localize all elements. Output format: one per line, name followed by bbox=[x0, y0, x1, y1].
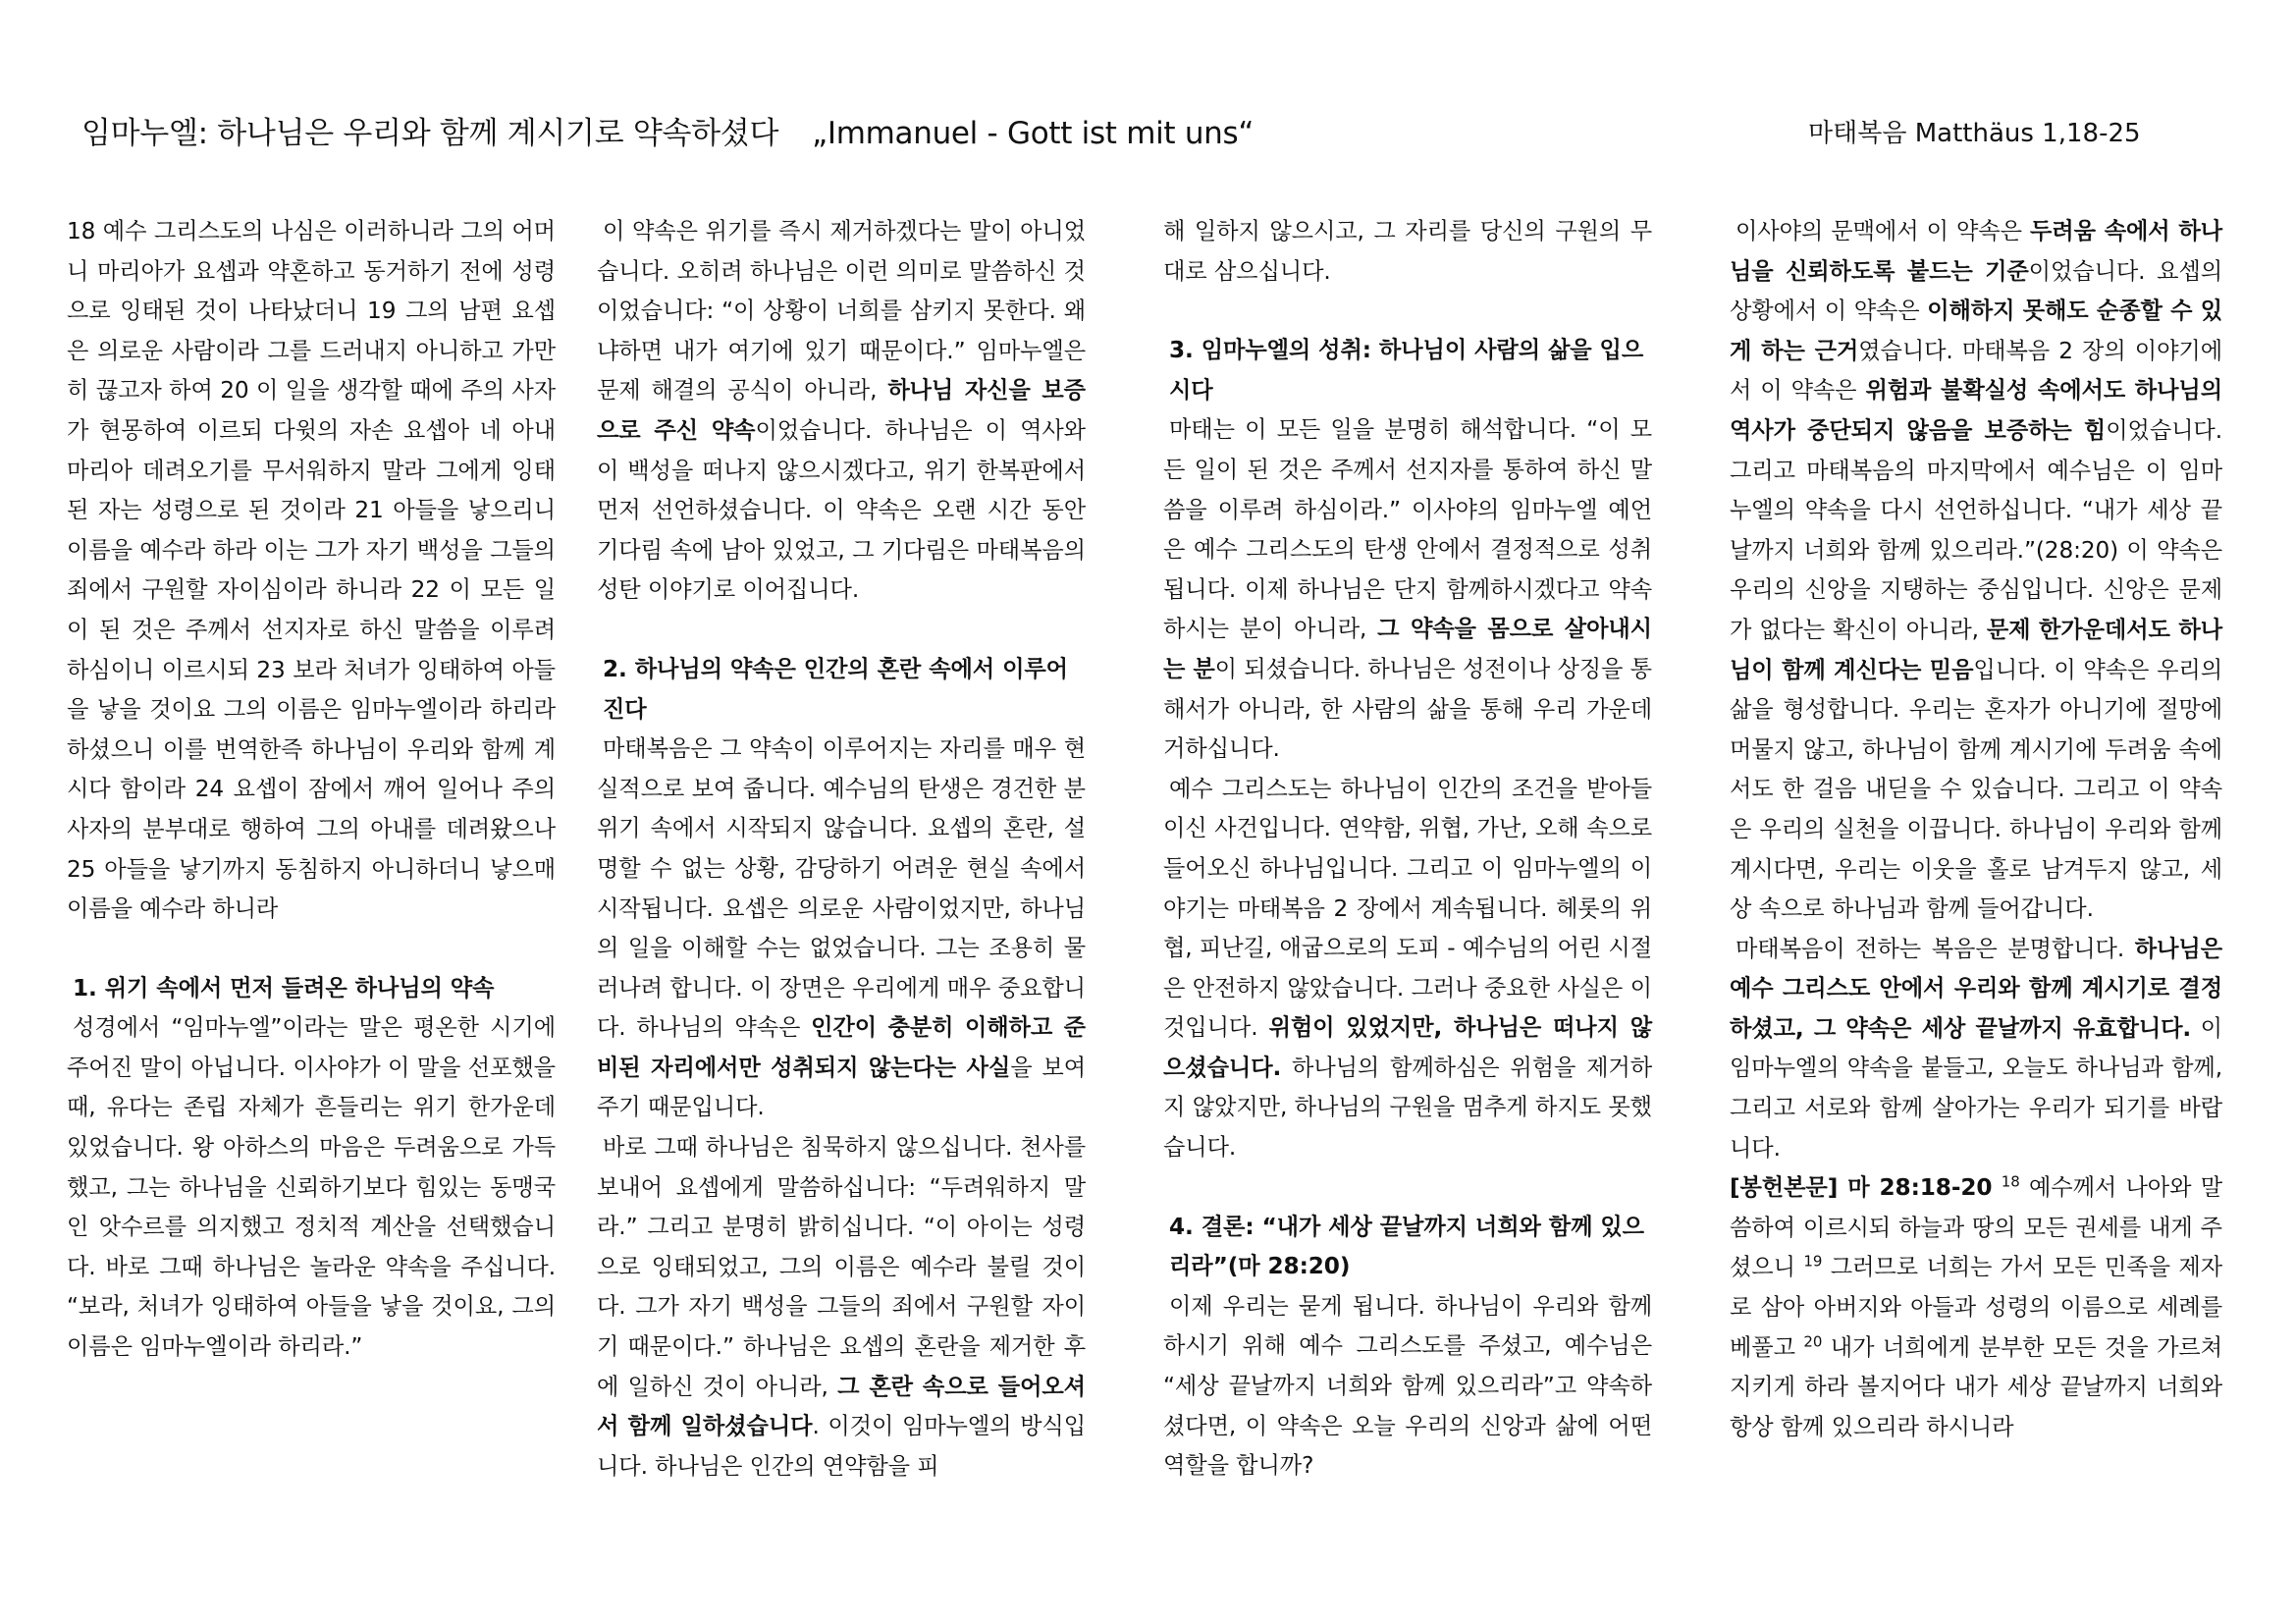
verse-text: 예수께서 나아와 말씀하여 이르시되 하늘과 땅의 모든 권세를 내게 주셨으니 bbox=[1730, 1174, 2222, 1281]
scripture-reference: 마태복음 Matthäus 1,18-25 bbox=[1808, 119, 2141, 148]
text-run: 예수 그리스도는 하나님이 인간의 조건을 받아들이신 사건입니다. 연약함, 위협, 가난, 오해 속으로 들어오신 하나님입니다. 그리고 이 임마누엘의 이야기는 마태복음 2 장에서 계속됩니다. 헤롯의 위협, 피난길, 애굽으로의 도피 - 예수님의 어린 시절은 안전하지 않았습니다. 그러나 중요한 사실은 이것입니다. bbox=[1163, 775, 1652, 1042]
title-german: „Immanuel - Gott ist mit uns“ bbox=[812, 116, 1255, 151]
text-run: 이사야의 문맥에서 이 약속은 bbox=[1735, 218, 2030, 244]
emphasis: 이해하지 못해도 순종할 수 있게 하는 근거 bbox=[1730, 298, 2222, 364]
section-1-paragraph: 성경에서 “임마누엘”이라는 말은 평온한 시기에 주어진 말이 아닙니다. 이사야가 이 말을 선포했을 때, 유다는 존립 자체가 흔들리는 위기 한가운데 있었습니다. 왕 아하스의 마음은 두려움으로 가득했고, 그는 하나님을 신뢰하기보다 힘있는 동맹국인 앗수르를 의지했고 정치적 계산을 선택했습니다. 바로 그때 하나님은 놀라운 약속을 주십니다. “보라, 처녀가 잉태하여 아들을 낳을 것이요, 그의 이름은 임마누엘이라 하리라.” bbox=[67, 1014, 556, 1361]
text-run: 였습니다. 마태복음 2 장의 이야기에서 이 약속은 bbox=[1730, 337, 2222, 405]
scripture-text: 18 예수 그리스도의 나심은 이러하니라 그의 어머니 마리아가 요셉과 약혼하고 동거하기 전에 성령으로 잉태된 것이 나타났더니 19 그의 남편 요셉은 의로운 사람이라 그를 드러내지 아니하고 가만히 끊고자 하여 20 이 일을 생각할 때에 주의 사자가 현몽하여 이르되 다윗의 자손 요셉아 네 아내 마리아 데려오기를 무서워하지 말라 그에게 잉태된 자는 성령으로 된 것이라 21 아들을 낳으리니 이름을 예수라 하라 이는 그가 자기 백성을 그들의 죄에서 구원할 자이심이라 하니라 22 이 모든 일이 된 것은 주께서 선지자로 하신 말씀을 이루려 하심이니 이르시되 23 보라 처녀가 잉태하여 아들을 낳을 것이요 그의 이름은 임마누엘이라 하리라 하셨으니 이를 번역한즉 하나님이 우리와 함께 계시다 함이라 24 요셉이 잠에서 깨어 일어나 주의 사자의 분부대로 행하여 그의 아내를 데려왔으나 25 아들을 낳기까지 동침하지 아니하더니 낳으매 이름을 예수라 하니라 bbox=[67, 218, 556, 923]
emphasis: 하나님 자신을 보증으로 주신 약속 bbox=[597, 377, 1086, 444]
column-4 bbox=[1730, 212, 2222, 1447]
section-4-paragraph-1: 이제 우리는 묻게 됩니다. 하나님이 우리와 함께하시기 위해 예수 그리스도를 주셨고, 예수님은 “세상 끝날까지 너희와 함께 있으리라”고 약속하셨다면, 이 약속은 오늘 우리의 신앙과 삶에 어떤 역할을 합니까? bbox=[1163, 1292, 1652, 1480]
section-2-paragraph-continued: 해 일하지 않으시고, 그 자리를 당신의 구원의 무대로 삼으십니다. bbox=[1163, 218, 1652, 285]
text-run: 이 약속은 위기를 즉시 제거하겠다는 말이 아니었습니다. 오히려 하나님은 이런 의미로 말씀하신 것이었습니다: “이 상황이 너희를 삼키지 못한다. 왜냐하면 내가 여기에 있기 때문이다.” 임마누엘은 문제 해결의 공식이 아니라, bbox=[597, 218, 1086, 405]
emphasis: 위험과 불확실성 속에서도 하나님의 역사가 중단되지 않음을 보증하는 힘 bbox=[1730, 377, 2222, 444]
text-run: 이 되셨습니다. 하나님은 성전이나 상징을 통해서가 아니라, 한 사람의 삶을 통해 우리 가운데 거하십니다. bbox=[1163, 655, 1652, 763]
emphasis: 두려움 속에서 하나님을 신뢰하도록 붙드는 기준 bbox=[1730, 218, 2222, 285]
text-run: 을 보여 주기 때문입니다. bbox=[597, 1054, 1086, 1121]
spacer bbox=[1163, 1168, 1652, 1208]
emphasis: 그 약속을 몸으로 살아내시는 분 bbox=[1163, 616, 1652, 682]
text-run: . 이것이 임마누엘의 방식입니다. 하나님은 인간의 연약함을 피 bbox=[597, 1413, 1087, 1480]
verse-number: 19 bbox=[1803, 1252, 1823, 1271]
text-run: 마태는 이 모든 일을 분명히 해석합니다. “이 모든 일이 된 것은 주께서 선지자를 통하여 하신 말씀을 이루려 하심이라.” 이사야의 임마누엘 예언은 예수 그리스도의 탄생 안에서 결정적으로 성취됩니다. 이제 하나님은 단지 함께하시겠다고 약속하시는 분이 아니라, bbox=[1163, 416, 1652, 643]
section-3-paragraph-1 bbox=[1163, 410, 1652, 769]
section-heading-1: 1. 위기 속에서 먼저 들려온 하나님의 약속 bbox=[73, 974, 495, 1001]
page-header bbox=[0, 108, 2296, 167]
spacer bbox=[1163, 292, 1652, 331]
text-run: 이었습니다. 요셉의 상황에서 이 약속은 bbox=[1730, 257, 2222, 325]
text-run: 마태복음은 그 약속이 이루어지는 자리를 매우 현실적으로 보여 줍니다. 예수님의 탄생은 경건한 분위기 속에서 시작되지 않습니다. 요셉의 혼란, 설명할 수 없는 상황, 감당하기 어려운 현실 속에서 시작됩니다. 요셉은 의로운 사람이었지만, 하나님의 일을 이해할 수는 없었습니다. 그는 조용히 물러나려 합니다. 이 장면은 우리에게 매우 중요합니다. 하나님의 약속은 bbox=[597, 735, 1086, 1042]
offering-label: [봉헌본문] 마 28:18-20 bbox=[1730, 1174, 1993, 1202]
section-4-paragraph-2 bbox=[1730, 212, 2222, 930]
text-run: 이 임마누엘의 약속을 붙들고, 오늘도 하나님과 함께, 그리고 서로와 함께 살아가는 우리가 되기를 바랍니다. bbox=[1730, 1014, 2222, 1162]
text-run: 하나님의 함께하심은 위험을 제거하지 않았지만, 하나님의 구원을 멈추게 하지도 못했습니다. bbox=[1163, 1054, 1652, 1162]
offering-scripture bbox=[1730, 1168, 2222, 1447]
column-1 bbox=[67, 212, 556, 1368]
text-run: 입니다. 이 약속은 우리의 삶을 형성합니다. 우리는 혼자가 아니기에 절망에 머물지 않고, 하나님이 함께 계시기에 두려움 속에서도 한 걸음 내딛을 수 있습니다. 그리고 이 약속은 우리의 실천을 이끕니다. 하나님이 우리와 함께 계시다면, 우리는 이웃을 홀로 남겨두지 않고, 세상 속으로 하나님과 함께 들어갑니다. bbox=[1730, 656, 2222, 923]
verse-text: 그러므로 너희는 가서 모든 민족을 제자로 삼아 아버지와 아들과 성령의 이름으로 세례를 베풀고 bbox=[1730, 1254, 2222, 1361]
emphasis: 문제 한가운데서도 하나님이 함께 계신다는 믿음 bbox=[1730, 616, 2223, 683]
emphasis: 인간이 충분히 이해하고 준비된 자리에서만 성취되지 않는다는 사실 bbox=[597, 1014, 1086, 1081]
emphasis: 하나님은 예수 그리스도 안에서 우리와 함께 계시기로 결정하셨고, 그 약속은 세상 끝날까지 유효합니다. bbox=[1730, 935, 2222, 1042]
text-run: 마태복음이 전하는 복음은 분명합니다. bbox=[1735, 935, 2135, 962]
section-2-paragraph-1 bbox=[597, 730, 1086, 1128]
emphasis: 그 혼란 속으로 들어오셔서 함께 일하셨습니다 bbox=[597, 1373, 1086, 1440]
column-2 bbox=[597, 212, 1086, 1487]
page-title bbox=[81, 108, 1254, 152]
spacer bbox=[67, 930, 556, 969]
section-3-paragraph-2 bbox=[1163, 770, 1652, 1168]
column-3 bbox=[1163, 212, 1652, 1487]
section-1-paragraph-2 bbox=[597, 212, 1086, 611]
title-korean: 임마누엘: 하나님은 우리와 함께 계시기로 약속하셨다 bbox=[81, 116, 779, 151]
verse-number: 20 bbox=[1803, 1331, 1823, 1350]
emphasis: 위험이 있었지만, 하나님은 떠나지 않으셨습니다. bbox=[1163, 1014, 1652, 1081]
section-2-paragraph-2 bbox=[597, 1128, 1086, 1487]
text-run: 바로 그때 하나님은 침묵하지 않으십니다. 천사를 보내어 요셉에게 말씀하십니다: “두려워하지 말라.” 그리고 분명히 밝히십니다. “이 아이는 성령으로 잉태되었고, 그의 이름은 예수라 불릴 것이다. 그가 자기 백성을 그들의 죄에서 구원할 자이기 때문이다.” 하나님은 요셉의 혼란을 제거한 후에 일하신 것이 아니라, bbox=[597, 1134, 1086, 1400]
spacer bbox=[597, 611, 1086, 650]
verse-number: 18 bbox=[2001, 1172, 2020, 1191]
section-heading-3: 3. 임마누엘의 성취: 하나님이 사람의 삶을 입으시다 bbox=[1169, 337, 1644, 404]
text-run: 이었습니다. 하나님은 이 역사와 이 백성을 떠나지 않으시겠다고, 위기 한복판에서 먼저 선언하셨습니다. 이 약속은 오랜 시간 동안 기다림 속에 남아 있었고, 그 기다림은 마태복음의 성탄 이야기로 이어집니다. bbox=[597, 416, 1086, 604]
section-heading-2: 2. 하나님의 약속은 인간의 혼란 속에서 이루어진다 bbox=[603, 655, 1068, 723]
section-4-paragraph-3 bbox=[1730, 930, 2222, 1169]
verse-text: 내가 너희에게 분부한 모든 것을 가르쳐 지키게 하라 볼지어다 내가 세상 끝날까지 너희와 항상 함께 있으리라 하시니라 bbox=[1730, 1333, 2222, 1440]
text-run: 이었습니다. 그리고 마태복음의 마지막에서 예수님은 이 임마누엘의 약속을 다시 선언하십니다. “내가 세상 끝날까지 너희와 함께 있으리라.”(28:20) 이 약속은 우리의 신앙을 지탱하는 중심입니다. 신앙은 문제가 없다는 확신이 아니라, bbox=[1730, 416, 2222, 643]
section-heading-4: 4. 결론: “내가 세상 끝날까지 너희와 함께 있으리라”(마 28:20) bbox=[1169, 1213, 1644, 1280]
